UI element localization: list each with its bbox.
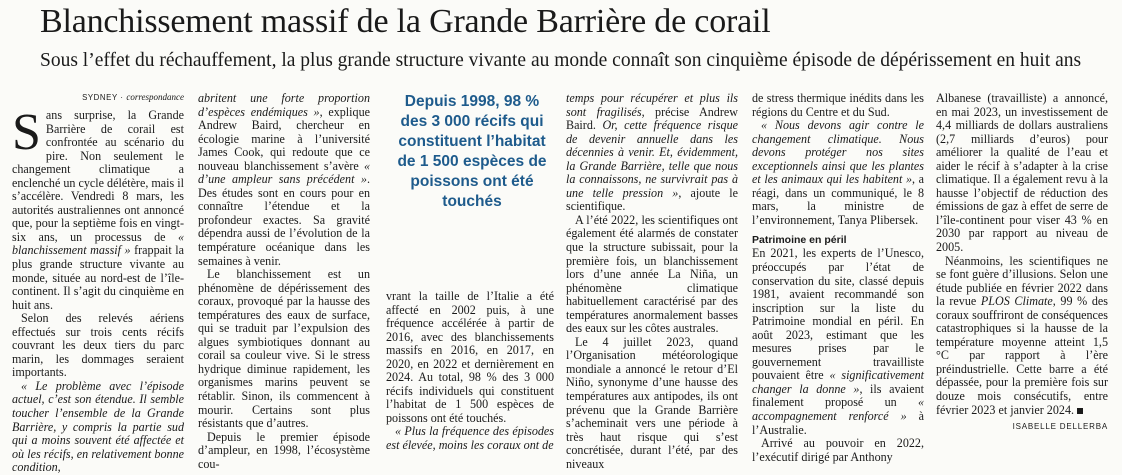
article-column-3 <box>566 91 738 471</box>
paragraph: « Plus la fréquence des épisodes est élevée, moins les coraux ont de <box>386 424 554 453</box>
paragraph: de stress thermique inédits dans les régions du Centre et du Sud. <box>752 91 924 119</box>
paragraph: Depuis le premier épisode d’ampleur, en 1998, l’écosystème cou- <box>198 429 370 471</box>
paragraph: « Nous devons agir contre le changement climatique. Nous devons protéger nos sites exceptionnels ainsi que les plantes et les animaux qui les habitent », a réagi, dans un communiqué, le 8 mars, la ministre de l’environnement, Tanya Plibersek. <box>752 118 924 227</box>
paragraph: En 2021, les experts de l’Unesco, préoccupés par l’état de conservation du site, classé depuis 1981, avaient recommandé son inscription sur la liste du Patrimoine mondial en péril. En août 2023, estimant que les mesures prises par le gouvernement travailliste pouvaient être « significativement changer la donne », ils avaient finalement proposé un « accompagnement renforcé » à l’Australie. <box>752 246 924 437</box>
article-column-4 <box>752 91 924 464</box>
article-headline: Blanchissement massif de la Grande Barrière de corail <box>40 3 771 40</box>
end-mark-icon <box>1077 408 1083 414</box>
paragraph: temps pour récupérer et plus ils sont fragilisés, précise Andrew Baird. Or, cette fréquence risque de devenir annuelle dans les décennies à venir. Et, évidemment, la Grande Barrière, telle que nous la connaissons, ne survivrait pas à une telle pression », ajoute le scientifique. <box>566 91 738 214</box>
pull-quote: Depuis 1998, 98 % des 3 000 récifs qui constituent l’habitat de 1 500 espèces de poissons ont été touchés <box>397 93 547 210</box>
paragraph: abritent une forte proportion d’espèces endémiques », explique Andrew Baird, chercheur en écologie marine à l’université James Cook, qui redoute que ce nouveau blanchissement s’avère « d’une ampleur sans précédent ». Des études sont en cours pour en connaître l’étendue et la profondeur exactes. Sa gravité dépendra aussi de l’évolution de la température océanique dans les semaines à venir. <box>198 91 370 268</box>
paragraph: « Le problème avec l’épisode actuel, c’est son étendue. Il semble toucher l’ensemble de la Grande Barrière, y compris la partie sud qui a moins souvent été affectée et où les récifs, en relativement bonne condition, <box>12 378 184 475</box>
paragraph: Albanese (travailliste) a annoncé, en mai 2023, un investissement de 4,4 milliards de dollars australiens (2,7 milliards d’euros) pour améliorer la qualité de l’eau et aider le récif à s’adapter à la crise climatique. Il a également revu à la hausse l’objectif de réduction des émissions de gaz à effet de serre de l’île-continent pour viser 43 % en 2030 par rapport au niveau de 2005. <box>936 91 1108 255</box>
lead-paragraph: Sans surprise, la Grande Barrière de corail est confrontée au scénario du pire. Non seulement le changement climatique a enclenché un cycle délétère, mais il s’accélère. Vendredi 8 mars, les autorités australiennes ont annoncé que, pour la septième fois en vingt-six ans, un processus de « blanchissement massif » frappait la plus grande structure vivante au monde, située au nord-est de l’île-continent. Il s’agit du cinquième en huit ans. <box>12 104 184 312</box>
paragraph: Le blanchissement est un phénomène de dépérissement des coraux, provoqué par la hausse des températures des eaux de surface, qui se traduit par l’expulsion des algues symbiotiques donnant au corail sa couleur vive. Si le stress hydrique diminue rapidement, les organismes marins peuvent se rétablir. Sinon, ils commencent à mourir. Certains sont plus résistants que d’autres. <box>198 267 370 431</box>
paragraph: vrant la taille de l’Italie a été affecté en 2002 puis, à une fréquence accélérée à partir de 2016, avec des blanchissements massifs en 2016, en 2017, en 2020, en 2022 et dernièrement en 2024. Au total, 98 % des 3 000 récifs individuels qui constituent l’habitat de 1 500 espèces de poissons ont été touchés. <box>386 289 554 425</box>
article-column-2 <box>198 91 370 471</box>
paragraph: Selon des relevés aériens effectués sur trois cents récifs couvrant les deux tiers du parc marin, les dommages seraient importants. <box>12 311 184 380</box>
paragraph: Le 4 juillet 2023, quand l’Organisation météorologique mondiale a annoncé le retour d’El Niño, synonyme d’une hausse des températures aux antipodes, ils ont prévenu que la Grande Barrière s’acheminait vers une période à très haut risque qui s’est concrétisée, durant l’été, par des niveaux <box>566 334 738 471</box>
drop-cap: S <box>12 104 41 161</box>
article-column-1 <box>12 92 184 475</box>
article-column-middle <box>386 289 554 453</box>
paragraph: A l’été 2022, les scientifiques ont également été alarmés de constater que la structure subissait, pour la première fois, un blanchissement lors d’une année La Niña, un phénomène climatique habituellement caractérisé par des températures anormalement basses des eaux sur les côtes australes. <box>566 212 738 336</box>
byline-place: SYDNEY <box>82 93 118 102</box>
paragraph: Arrivé au pouvoir en 2022, l’exécutif dirigé par Anthony <box>752 436 924 464</box>
byline: SYDNEY · correspondance <box>82 92 184 102</box>
article-subhead: Sous l’effet du réchauffement, la plus grande structure vivante au monde connaît son cinquième épisode de dépérissement en huit ans <box>40 50 1082 71</box>
paragraph: Néanmoins, les scientifiques ne se font guère d’illusions. Selon une étude publiée en février 2022 dans la revue PLOS Climate, 99 % des coraux souffriront de conséquences catastrophiques si la hausse de la température moyenne atteint 1,5 °C par rapport à l’ère préindustrielle. Cette barre a été dépassée, pour la première fois sur douze mois consécutifs, entre février 2023 et janvier 2024. <box>936 253 1108 417</box>
article-column-5 <box>936 92 1108 442</box>
byline-role: correspondance <box>126 92 184 102</box>
section-title: Patrimoine en péril <box>752 234 847 247</box>
author-signature: ISABELLE DELLERBA <box>1012 422 1108 432</box>
